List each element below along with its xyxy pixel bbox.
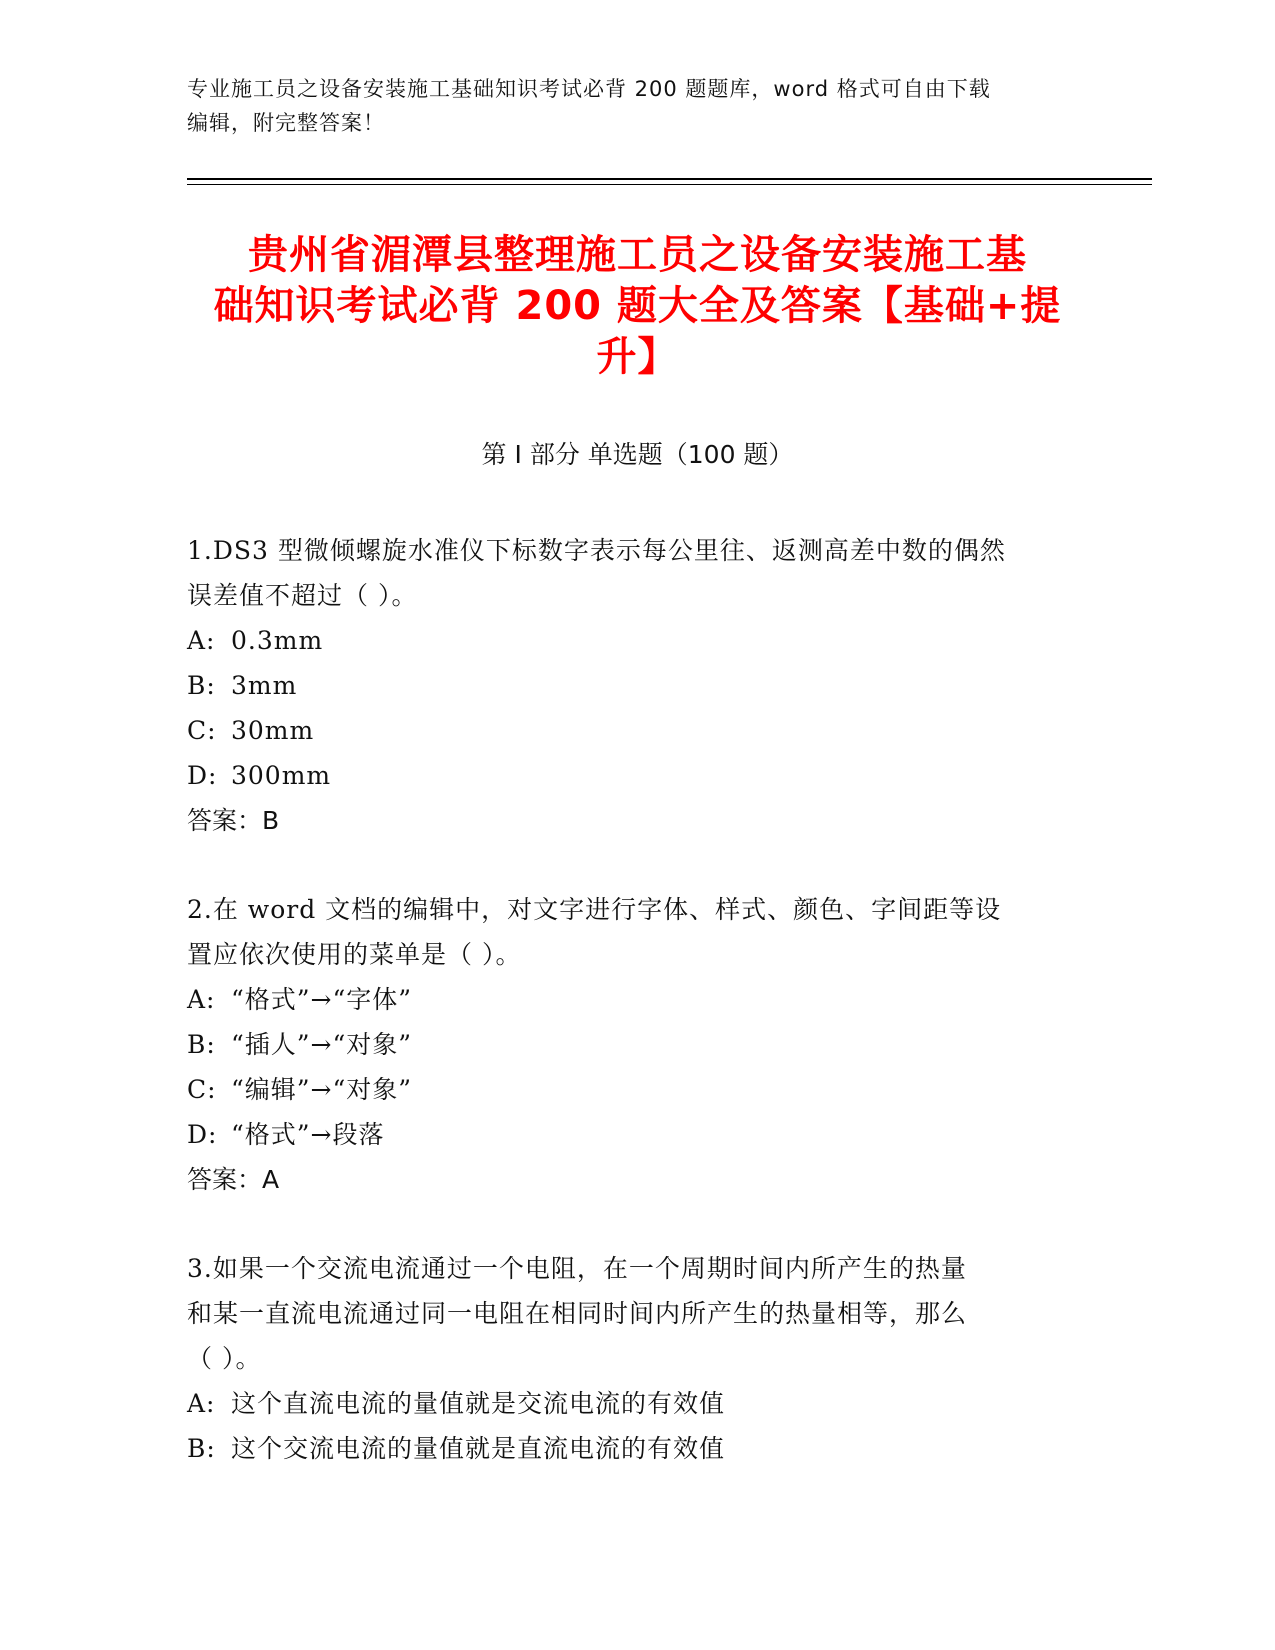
- title-line: 升】: [596, 334, 679, 380]
- option-label: B:: [187, 1434, 216, 1463]
- answer: 答案：B: [187, 806, 280, 835]
- option-a: [187, 1381, 1087, 1426]
- option-label: B:: [187, 671, 216, 700]
- option-b: [187, 1022, 1087, 1067]
- option-d: [187, 1112, 1087, 1157]
- option-text: 0.3mm: [231, 626, 324, 655]
- option-label: A:: [187, 1389, 216, 1418]
- question-list: [187, 528, 1087, 1515]
- title-line: 础知识考试必背 200 题大全及答案【基础+提: [213, 283, 1062, 329]
- option-text: 300mm: [231, 761, 332, 790]
- section-title: 第 I 部分 单选题（100 题）: [481, 440, 794, 469]
- question-stem-line: 置应依次使用的菜单是（ ）。: [187, 940, 522, 969]
- question-2: [187, 887, 1087, 1202]
- option-text: 3mm: [231, 671, 298, 700]
- document-title: [160, 230, 1115, 383]
- question-stem-line: （ ）。: [187, 1344, 262, 1373]
- option-text: “格式”→段落: [231, 1120, 385, 1149]
- option-d: [187, 753, 1087, 798]
- document-header: [187, 72, 1087, 140]
- question-stem-line: 3.如果一个交流电流通过一个电阻，在一个周期时间内所产生的热量: [187, 1254, 967, 1283]
- header-divider-thick: [187, 178, 1152, 180]
- option-text: 这个直流电流的量值就是交流电流的有效值: [231, 1389, 726, 1418]
- question-stem-line: 误差值不超过（ ）。: [187, 581, 418, 610]
- header-line: 编辑，附完整答案！: [187, 111, 385, 135]
- option-label: B:: [187, 1030, 216, 1059]
- option-text: “插人”→“对象”: [231, 1030, 413, 1059]
- option-label: D:: [187, 761, 218, 790]
- question-stem-line: 1.DS3 型微倾螺旋水准仪下标数字表示每公里往、返测高差中数的偶然: [187, 536, 1006, 565]
- question-3: [187, 1246, 1087, 1471]
- header-line: 专业施工员之设备安装施工基础知识考试必背 200 题题库，word 格式可自由下载: [187, 77, 991, 101]
- header-divider-thin: [187, 184, 1152, 185]
- title-line: 贵州省湄潭县整理施工员之设备安装施工基: [248, 232, 1027, 278]
- option-a: [187, 977, 1087, 1022]
- option-label: D:: [187, 1120, 218, 1149]
- option-label: A:: [187, 985, 216, 1014]
- option-b: [187, 663, 1087, 708]
- option-text: “格式”→“字体”: [231, 985, 413, 1014]
- option-c: [187, 708, 1087, 753]
- question-stem-line: 和某一直流电流通过同一电阻在相同时间内所产生的热量相等，那么: [187, 1299, 968, 1328]
- option-c: [187, 1067, 1087, 1112]
- question-stem-line: 2.在 word 文档的编辑中，对文字进行字体、样式、颜色、字间距等设: [187, 895, 1002, 924]
- answer: 答案：A: [187, 1165, 280, 1194]
- option-label: C:: [187, 716, 217, 745]
- option-label: A:: [187, 626, 216, 655]
- option-text: “编辑”→“对象”: [231, 1075, 413, 1104]
- option-a: [187, 618, 1087, 663]
- option-label: C:: [187, 1075, 217, 1104]
- option-b: [187, 1426, 1087, 1471]
- option-text: 这个交流电流的量值就是直流电流的有效值: [231, 1434, 726, 1463]
- option-text: 30mm: [231, 716, 315, 745]
- question-1: [187, 528, 1087, 843]
